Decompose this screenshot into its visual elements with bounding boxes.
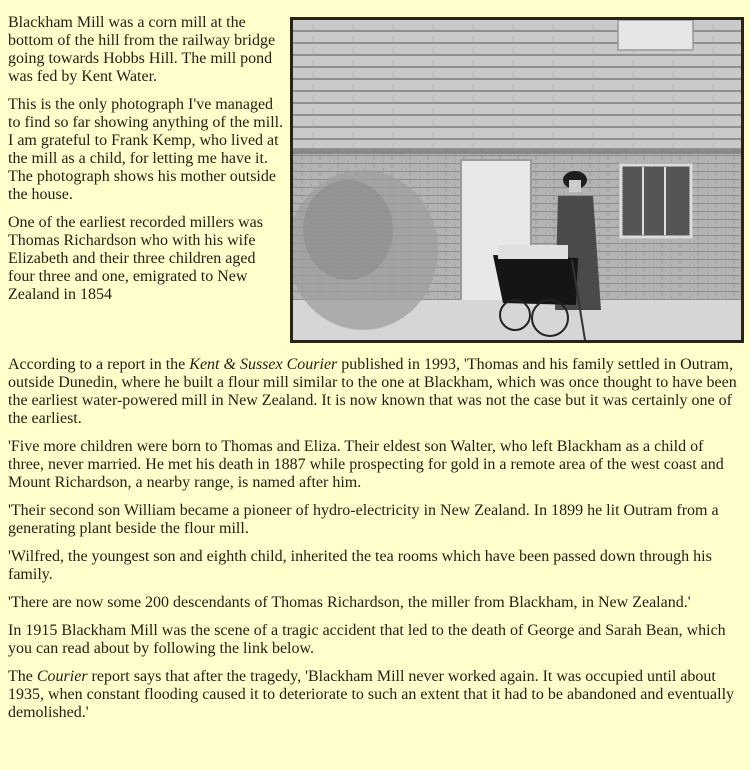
body-paragraph: 'Wilfred, the youngest son and eighth child, inherited the tea rooms which have been passed down through his family.: [8, 548, 712, 583]
body-paragraph: According to a report in the Kent & Sussex Courier published in 1993, 'Thomas and his family settled in Outram, outside Dunedin, where he built a flour mill similar to the one at Blackham, which was once thought to have been the earliest water-powered mill in New Zealand. It is now known that was not the case but it was certainly one of the earliest.: [8, 356, 737, 427]
newspaper-title: Courier: [36, 668, 88, 685]
intro-paragraph: One of the earliest recorded millers was Thomas Richardson who with his wife Elizabeth and their three children aged four three and one, emigrated to New Zealand in 1854: [8, 214, 264, 303]
intro-text: [8, 14, 286, 314]
body-paragraph: The Courier report says that after the tragedy, 'Blackham Mill never worked again. It was occupied until about 1935, when constant flooding caused it to deteriorate to such an extent that it had to be abandoned and eventually demolished.': [8, 668, 735, 721]
photo-image: [293, 20, 741, 340]
body-paragraph: In 1915 Blackham Mill was the scene of a tragic accident that led to the death of George and Sarah Bean, which you can read about by following the link below.: [8, 622, 726, 657]
body-paragraph: 'Five more children were born to Thomas and Eliza. Their eldest son Walter, who left Blackham as a child of three, never married. He met his death in 1887 while prospecting for gold in a remote area of the west coast and Mount Richardson, a nearby range, is named after him.: [8, 438, 724, 491]
body-paragraph: 'There are now some 200 descendants of Thomas Richardson, the miller from Blackham, in New Zealand.': [8, 594, 691, 611]
body-paragraph: 'Their second son William became a pioneer of hydro-electricity in New Zealand. In 1899 he lit Outram from a generating plant beside the flour mill.: [8, 502, 719, 537]
intro-paragraph: Blackham Mill was a corn mill at the bottom of the hill from the railway bridge going towards Hobbs Hill. The mill pond was fed by Kent Water.: [8, 14, 276, 85]
intro-paragraph: This is the only photograph I've managed to find so far showing anything of the mill. I am grateful to Frank Kemp, who lived at the mill as a child, for letting me have it. The photograph shows his mother outside the house.: [8, 96, 284, 203]
article-body: [8, 356, 743, 732]
newspaper-title: Kent & Sussex Courier: [189, 356, 338, 373]
mill-photograph: [290, 17, 744, 343]
